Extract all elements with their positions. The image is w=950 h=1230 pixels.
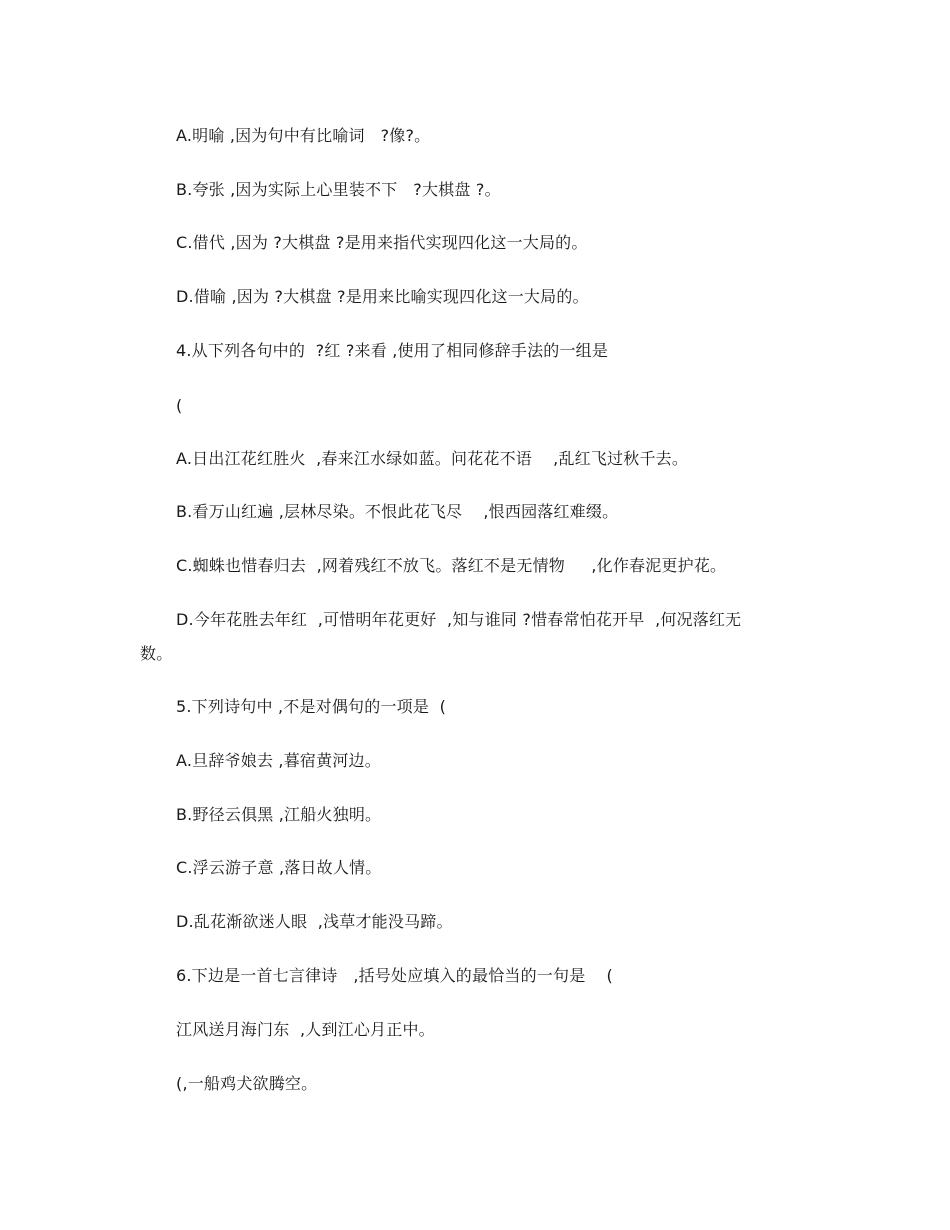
q4-option-b: B.看万山红遍 ,层林尽染。不恨此花飞尽 ,恨西园落红难缀。 [176,502,619,521]
option-d-jieyu: D.借喻 ,因为 ?大棋盘 ?是用来比喻实现四化这一大局的。 [176,287,589,306]
q5-option-a: A.旦辞爷娘去 ,暮宿黄河边。 [176,751,381,770]
option-a-mingyu: A.明喻 ,因为句中有比喻词 ?像?。 [176,126,431,145]
q4-option-c: C.蜘蛛也惜春归去 ,网着残红不放飞。落红不是无情物 ,化作春泥更护花。 [176,556,727,575]
poem-line-1: 江风送月海门东 ,人到江心月正中。 [176,1020,435,1039]
q4-option-d: D.今年花胜去年红 ,可惜明年花更好 ,知与谁同 ?惜春常怕花开早 ,何况落红无 [176,610,742,629]
poem-line-2: (,一船鸡犬欲腾空。 [176,1074,318,1093]
q5-option-c: C.浮云游子意 ,落日故人情。 [176,858,382,877]
question-4-bracket: ( [176,396,183,415]
q4-option-a: A.日出江花红胜火 ,春来江水绿如蓝。问花花不语 ,乱红飞过秋千去。 [176,449,689,468]
q5-option-d: D.乱花渐欲迷人眼 ,浅草才能没马蹄。 [176,912,453,931]
option-c-jiedai: C.借代 ,因为 ?大棋盘 ?是用来指代实现四化这一大局的。 [176,233,588,252]
question-5: 5.下列诗句中 ,不是对偶句的一项是 ( [176,697,447,716]
option-b-kuazhang: B.夸张 ,因为实际上心里装不下 ?大棋盘 ?。 [176,180,501,199]
question-6: 6.下边是一首七言律诗 ,括号处应填入的最恰当的一句是 ( [176,966,613,985]
q5-option-b: B.野径云俱黑 ,江船火独明。 [176,805,382,824]
q4-option-d-continued: 数。 [140,644,173,663]
question-4: 4.从下列各句中的 ?红 ?来看 ,使用了相同修辞手法的一组是 [176,341,609,360]
